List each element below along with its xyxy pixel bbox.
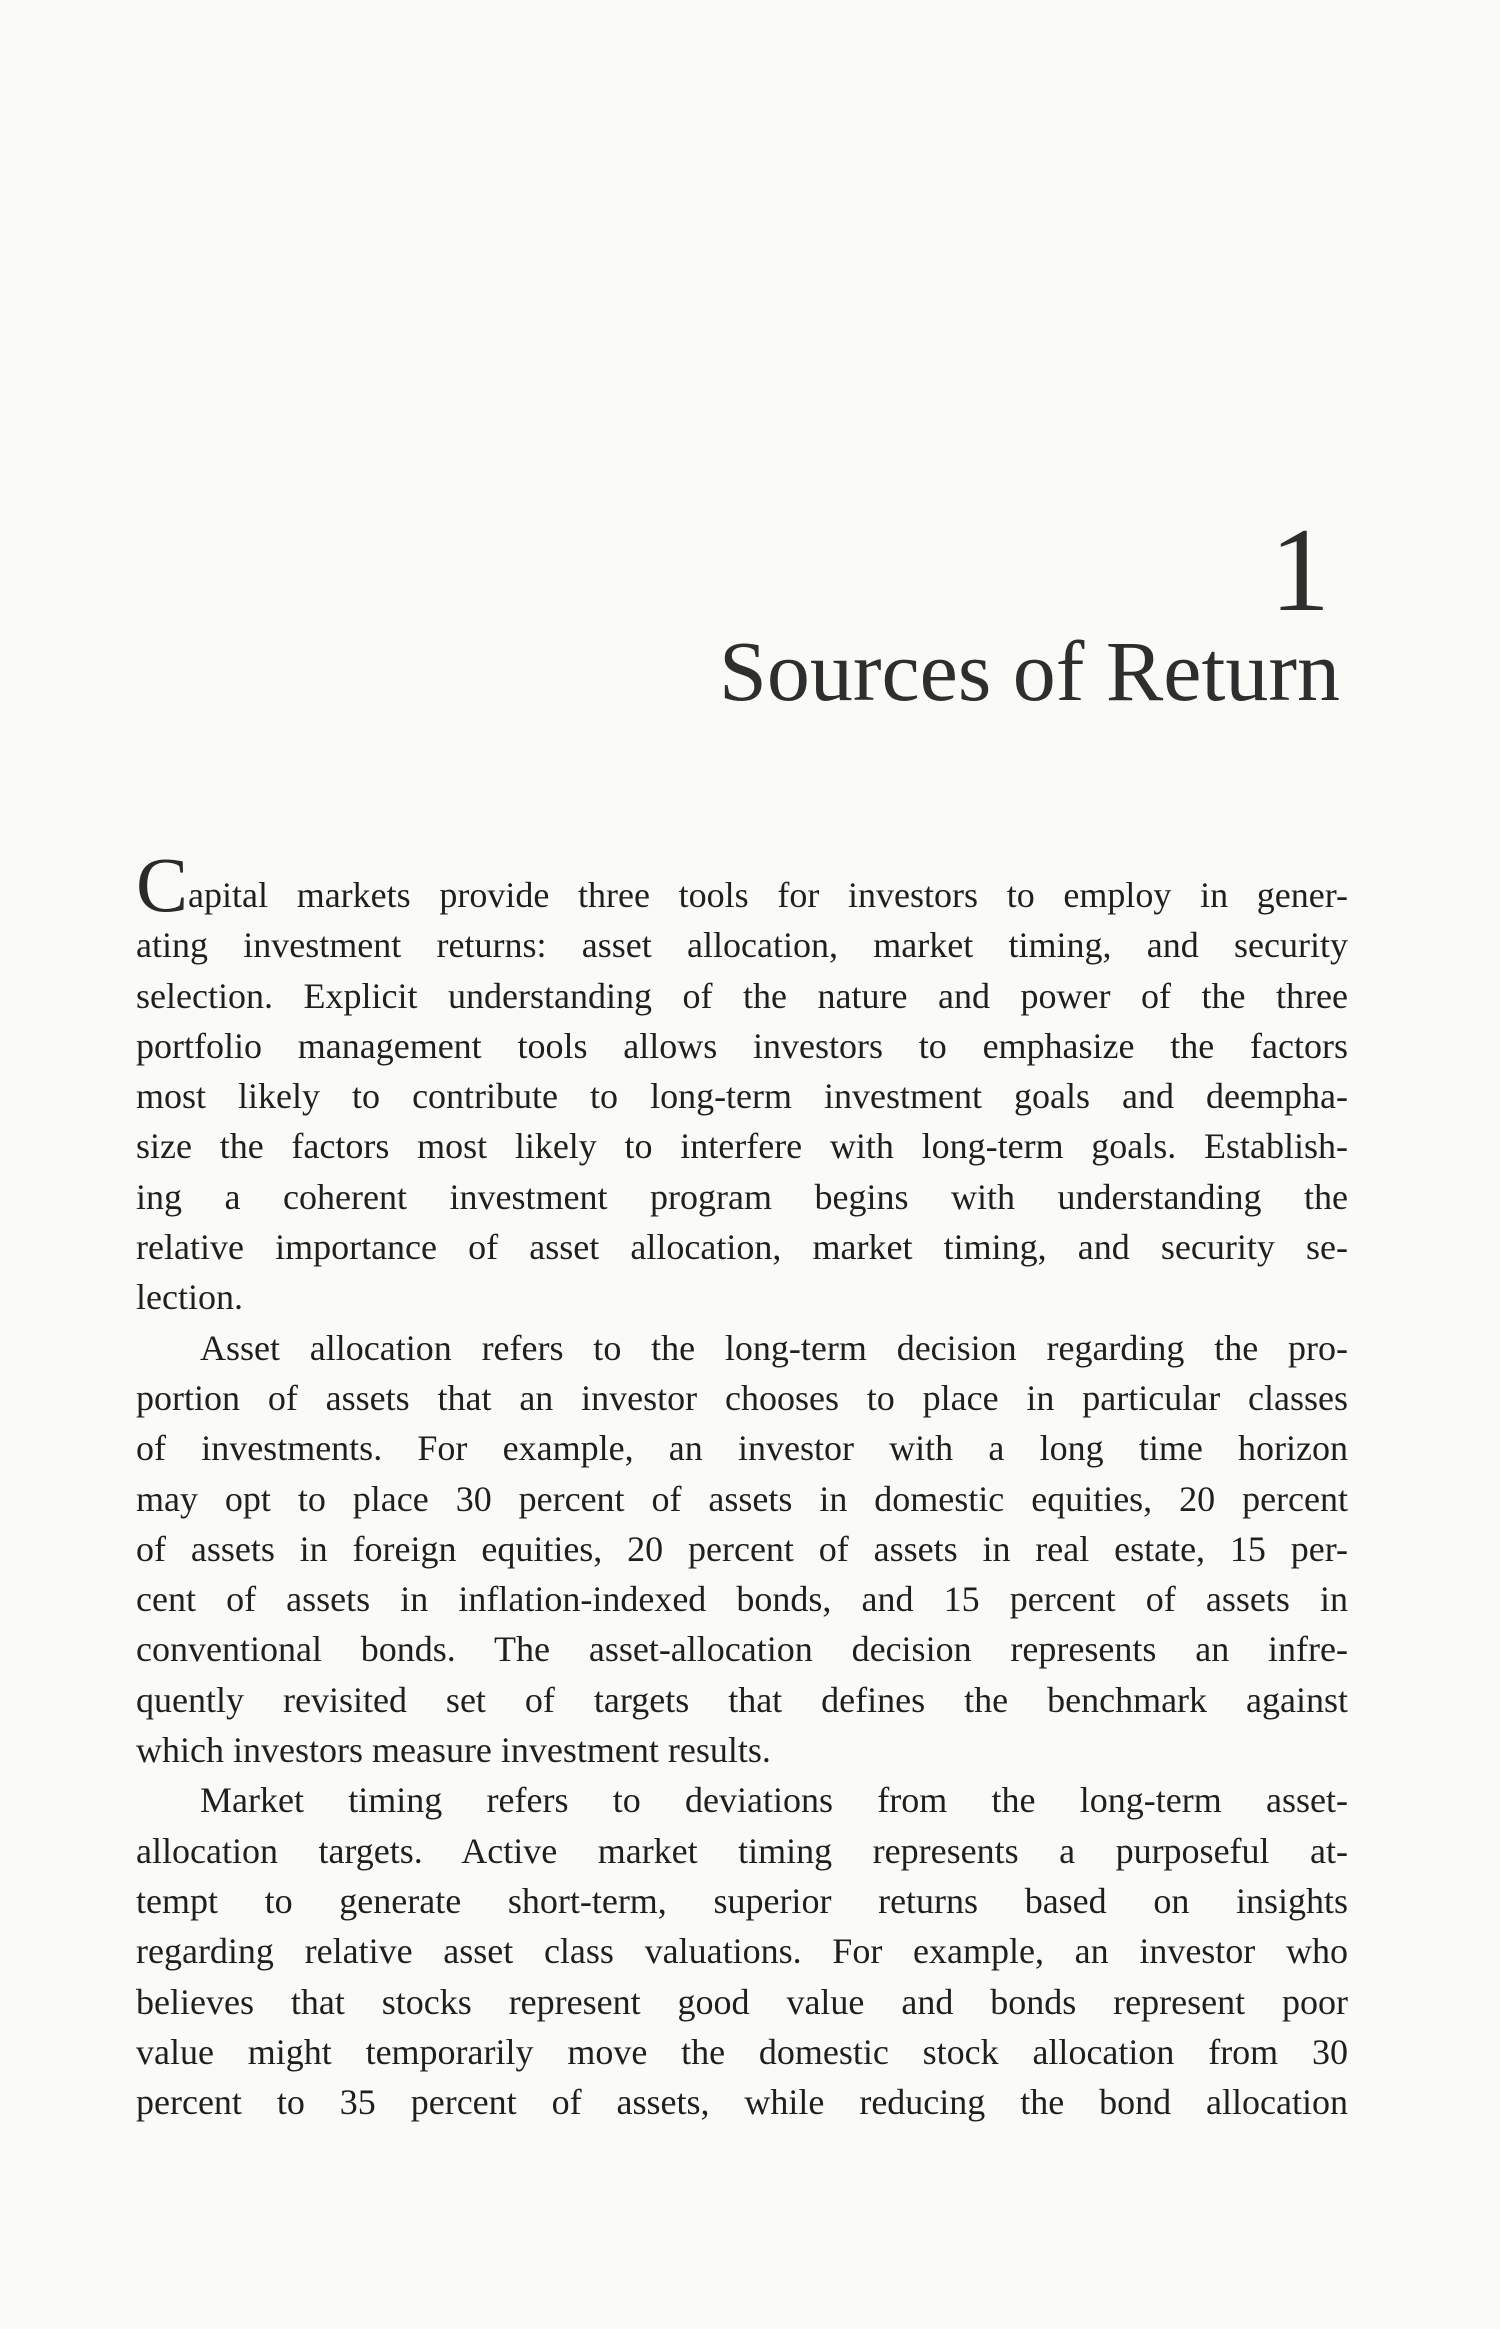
text-line: allocation targets. Active market timing represents a purposeful at- xyxy=(136,1830,1348,1871)
text-line: Market timing refers to deviations from the long-term asset- xyxy=(200,1780,1348,1821)
text-line: most likely to contribute to long-term investment goals and deempha- xyxy=(136,1076,1348,1117)
text-line: believes that stocks represent good value and bonds represent poor xyxy=(136,1981,1348,2022)
drop-cap: C xyxy=(136,841,189,928)
text-line: conventional bonds. The asset-allocation decision represents an infre- xyxy=(136,1629,1348,1670)
paragraph-1 xyxy=(136,841,1348,1323)
text-line: portfolio management tools allows investors to emphasize the factors xyxy=(136,1025,1348,1066)
text-line: size the factors most likely to interfere with long-term goals. Establish- xyxy=(136,1126,1348,1167)
text-line: cent of assets in inflation-indexed bonds, and 15 percent of assets in xyxy=(136,1579,1348,1620)
text-line: ating investment returns: asset allocation, market timing, and security xyxy=(136,925,1348,966)
text-line: lection. xyxy=(136,1277,243,1318)
text-line: ing a coherent investment program begins with understanding the xyxy=(136,1176,1348,1217)
text-line: regarding relative asset class valuations. For example, an investor who xyxy=(136,1931,1348,1972)
paragraph-3 xyxy=(136,1775,1348,2127)
text-line: value might temporarily move the domestic stock allocation from 30 xyxy=(136,2031,1348,2072)
text-line: which investors measure investment results. xyxy=(136,1730,771,1771)
text-line: Asset allocation refers to the long-term decision regarding the pro- xyxy=(200,1327,1348,1368)
text-line: may opt to place 30 percent of assets in domestic equities, 20 percent xyxy=(136,1478,1348,1519)
paragraph-2 xyxy=(136,1323,1348,1776)
text-line: selection. Explicit understanding of the nature and power of the three xyxy=(136,975,1348,1016)
text-line: of investments. For example, an investor with a long time horizon xyxy=(136,1428,1348,1469)
text-line: portion of assets that an investor chooses to place in particular classes xyxy=(136,1377,1348,1418)
text-line: of assets in foreign equities, 20 percent of assets in real estate, 15 per- xyxy=(136,1528,1348,1569)
text-line: percent to 35 percent of assets, while reducing the bond allocation xyxy=(136,2082,1348,2123)
chapter-number: 1 xyxy=(1270,503,1330,636)
chapter-title: Sources of Return xyxy=(719,623,1340,719)
text-line: tempt to generate short-term, superior returns based on insights xyxy=(136,1880,1348,1921)
text-line: relative importance of asset allocation, market timing, and security se- xyxy=(136,1227,1348,1268)
chapter-body xyxy=(136,841,1348,2127)
text-line: Capital markets provide three tools for investors to employ in gener- xyxy=(136,841,1348,928)
text-line: quently revisited set of targets that defines the benchmark against xyxy=(136,1679,1348,1720)
